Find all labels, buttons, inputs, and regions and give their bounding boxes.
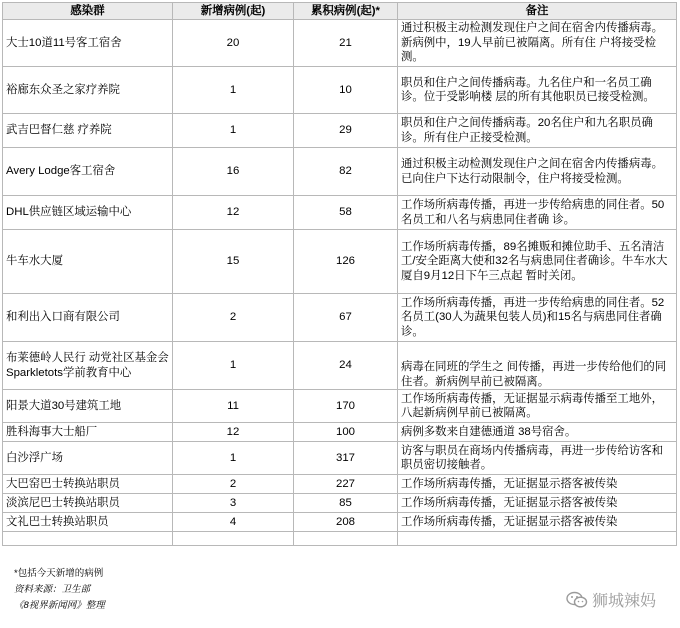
cluster-name: 和利出入口商有限公司 (3, 294, 173, 342)
cluster-name: 裕廊东众圣之家疗养院 (3, 67, 173, 114)
new-cases: 12 (173, 423, 294, 442)
table-row (3, 196, 677, 230)
header-new-cases: 新增病例(起) (173, 3, 294, 20)
new-cases: 12 (173, 196, 294, 230)
header-cumulative: 累积病例(起)* (294, 3, 398, 20)
cumulative-cases: 317 (294, 442, 398, 475)
cluster-name: 胜科海事大士船厂 (3, 423, 173, 442)
empty-row (3, 532, 677, 546)
cumulative-cases: 208 (294, 513, 398, 532)
remarks: 职员和住户之间传播病毒。20名住户和九名职员确诊。所有住户正接受检测。 (398, 114, 677, 148)
new-cases: 20 (173, 20, 294, 67)
remarks: 职员和住户之间传播病毒。九名住户和一名员工确诊。位于受影响楼 层的所有其他职员已接受检测。 (398, 67, 677, 114)
table-row (3, 513, 677, 532)
remarks: 通过积极主动检测发现住户之间在宿舍内传播病毒。新病例中，19人早前已被隔离。所有住 户将接受检测。 (398, 20, 677, 67)
cumulative-cases: 24 (294, 342, 398, 390)
remarks: 工作场所病毒传播，89名摊贩和摊位助手、五名清洁工/安全距离大使和32名与病患同住者确诊。牛车水大厦自9月12日下午三点起 暂时关闭。 (398, 230, 677, 294)
asterisk-note: *包括今天新增的病例 (14, 568, 104, 579)
new-cases: 2 (173, 294, 294, 342)
cluster-name: Avery Lodge客工宿舍 (3, 148, 173, 196)
cumulative-cases: 82 (294, 148, 398, 196)
table-row (3, 342, 677, 390)
footnotes (14, 566, 105, 614)
cumulative-cases: 58 (294, 196, 398, 230)
new-cases: 3 (173, 494, 294, 513)
remarks: 病毒在同班的学生之 间传播，再进一步传给他们的同住者。新病例早前已被隔离。 (398, 342, 677, 390)
table-row (3, 390, 677, 423)
table-row (3, 494, 677, 513)
new-cases: 1 (173, 442, 294, 475)
new-cases: 16 (173, 148, 294, 196)
new-cases: 15 (173, 230, 294, 294)
remarks: 工作场所病毒传播，无证据显示病毒传播至工地外，八起新病例早前已被隔离。 (398, 390, 677, 423)
cumulative-cases: 85 (294, 494, 398, 513)
new-cases: 11 (173, 390, 294, 423)
cluster-name: DHL供应链区域运输中心 (3, 196, 173, 230)
table-row (3, 475, 677, 494)
remarks: 工作场所病毒传播，无证据显示搭客被传染 (398, 513, 677, 532)
cluster-table (2, 2, 677, 546)
new-cases: 1 (173, 342, 294, 390)
table-row (3, 442, 677, 475)
remarks: 通过积极主动检测发现住户之间在宿舍内传播病毒。已向住户下达行动限制令，住户将接受检测。 (398, 148, 677, 196)
cumulative-cases: 227 (294, 475, 398, 494)
new-cases: 2 (173, 475, 294, 494)
cluster-name: 淡滨尼巴士转换站职员 (3, 494, 173, 513)
table-header-row (3, 3, 677, 20)
cluster-name: 大士10道11号客工宿舍 (3, 20, 173, 67)
remarks: 访客与职员在商场内传播病毒，再进一步传给访客和职员密切接触者。 (398, 442, 677, 475)
watermark (566, 588, 656, 611)
cluster-name: 布莱德岭人民行 动党社区基金会Sparkletots学前教育中心 (3, 342, 173, 390)
remarks: 工作场所病毒传播，再进一步传给病患的同住者。52名员工(30人为蔬果包装人员)和15名与病患同住者确诊。 (398, 294, 677, 342)
new-cases: 4 (173, 513, 294, 532)
cluster-name: 阳景大道30号建筑工地 (3, 390, 173, 423)
cumulative-cases: 170 (294, 390, 398, 423)
cluster-name: 白沙浮广场 (3, 442, 173, 475)
table-row (3, 20, 677, 67)
header-remarks: 备注 (398, 3, 677, 20)
cumulative-cases: 126 (294, 230, 398, 294)
new-cases: 1 (173, 67, 294, 114)
cumulative-cases: 29 (294, 114, 398, 148)
remarks: 工作场所病毒传播，无证据显示搭客被传染 (398, 494, 677, 513)
cumulative-cases: 100 (294, 423, 398, 442)
remarks: 病例多数来自建德通道 38号宿舍。 (398, 423, 677, 442)
table-row (3, 294, 677, 342)
table-row (3, 114, 677, 148)
table-row (3, 67, 677, 114)
cluster-name: 武吉巴督仁慈 疗养院 (3, 114, 173, 148)
remarks: 工作场所病毒传播，无证据显示搭客被传染 (398, 475, 677, 494)
table-row (3, 148, 677, 196)
cumulative-cases: 21 (294, 20, 398, 67)
cluster-name: 牛车水大厦 (3, 230, 173, 294)
table-row (3, 230, 677, 294)
table-row (3, 423, 677, 442)
wechat-icon (566, 591, 588, 609)
watermark-text: 狮城辣妈 (592, 593, 657, 610)
new-cases: 1 (173, 114, 294, 148)
header-cluster: 感染群 (3, 3, 173, 20)
cumulative-cases: 67 (294, 294, 398, 342)
cumulative-cases: 10 (294, 67, 398, 114)
remarks: 工作场所病毒传播，再进一步传给病患的同住者。50名员工和八名与病患同住者确 诊。 (398, 196, 677, 230)
compiled-by-note: 《8视界新闻网》整理 (14, 600, 105, 611)
source-note: 资料来源：卫生部 (14, 584, 91, 595)
cluster-name: 大巴窑巴士转换站职员 (3, 475, 173, 494)
cluster-name: 文礼巴士转换站职员 (3, 513, 173, 532)
